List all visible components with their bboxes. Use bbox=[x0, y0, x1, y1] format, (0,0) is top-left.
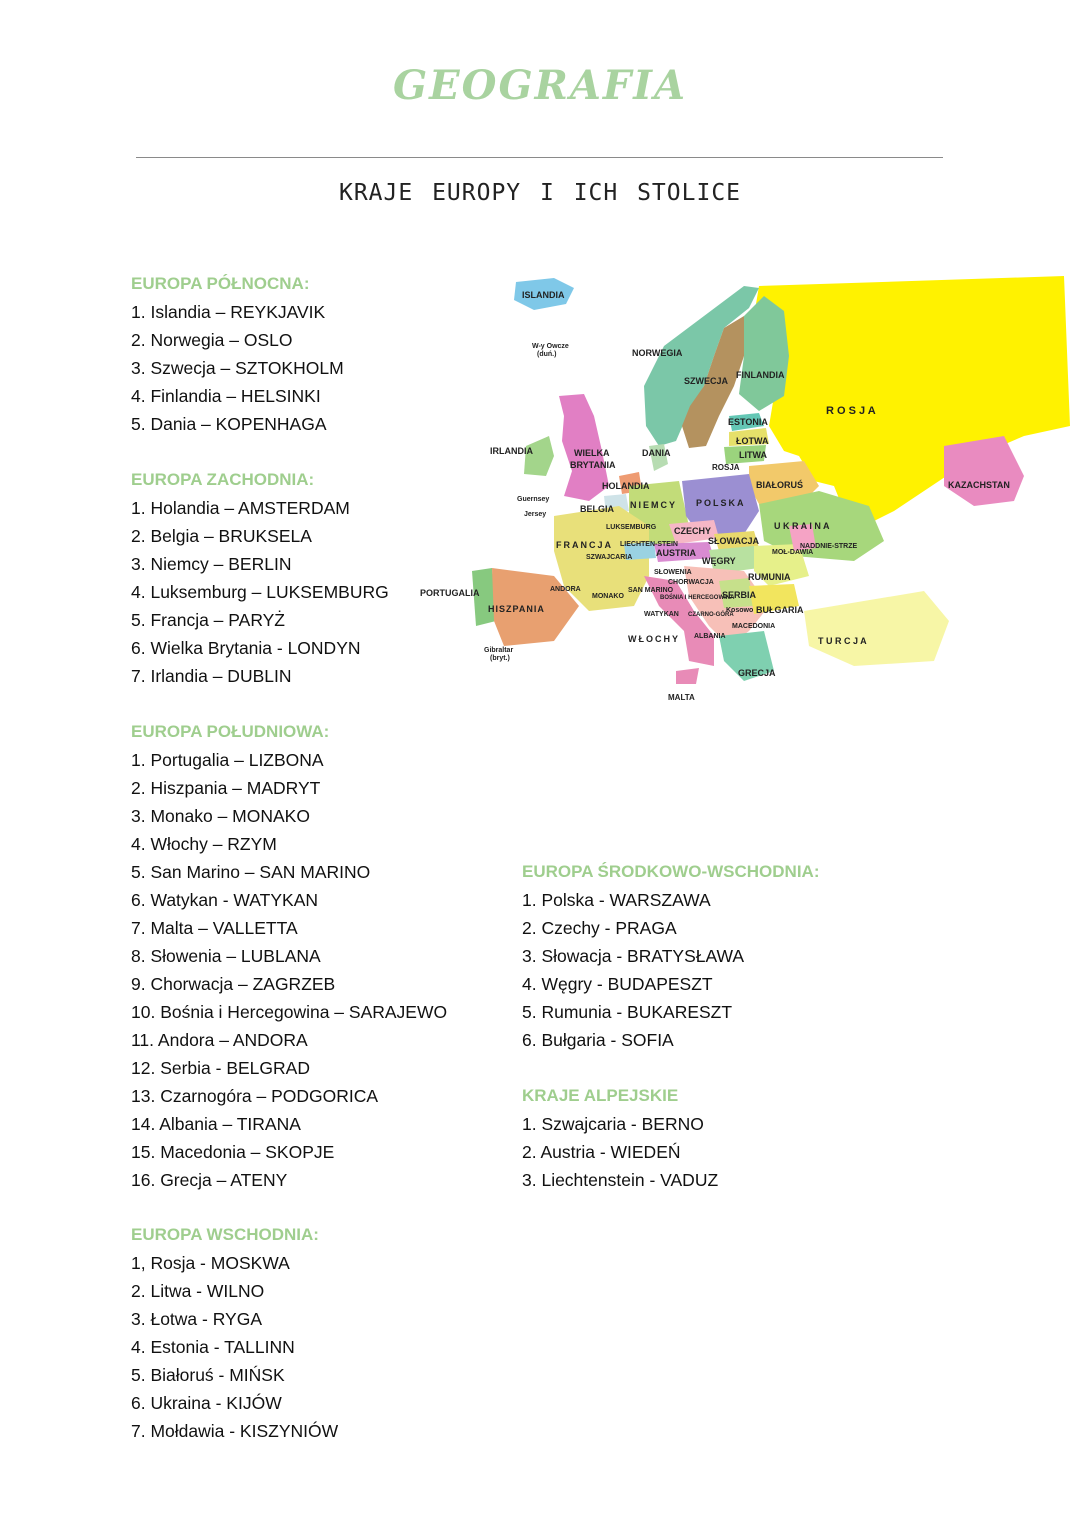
map-label-austria: AUSTRIA bbox=[656, 548, 696, 558]
section-heading: KRAJE ALPEJSKIE bbox=[522, 1086, 679, 1105]
section-central-east bbox=[522, 858, 819, 1054]
country-capital-item: 7. Mołdawia - KISZYNIÓW bbox=[131, 1421, 339, 1441]
country-capital-item: 7. Irlandia – DUBLIN bbox=[131, 666, 292, 686]
map-label-wlochy: WŁOCHY bbox=[628, 634, 680, 644]
map-label-wegry: WĘGRY bbox=[702, 556, 736, 566]
map-label-szwecja: SZWECJA bbox=[684, 376, 729, 386]
map-label-grecja: GRECJA bbox=[738, 668, 776, 678]
map-label-szwajcaria: SZWAJCARIA bbox=[586, 554, 633, 561]
map-label-rosja: R O S J A bbox=[826, 405, 876, 417]
country-capital-item: 2. Hiszpania – MADRYT bbox=[131, 778, 321, 798]
map-label-bosnia: BOŚNIA I HERCEGOWINA bbox=[660, 595, 735, 601]
map-label-hiszpania: HISZPANIA bbox=[488, 604, 545, 614]
map-label-dania: DANIA bbox=[642, 448, 671, 458]
map-label-san-marino: SAN MARINO bbox=[628, 587, 674, 594]
header-divider bbox=[136, 157, 943, 158]
country-capital-item: 7. Malta – VALLETTA bbox=[131, 918, 298, 938]
map-label-irlandia: IRLANDIA bbox=[490, 446, 533, 456]
map-label-turcja: T U R C J A bbox=[818, 636, 867, 646]
country-capital-item: 1. Szwajcaria - BERNO bbox=[522, 1114, 704, 1134]
map-label-holandia: HOLANDIA bbox=[602, 481, 650, 491]
country-capital-item: 2. Austria - WIEDEŃ bbox=[522, 1142, 681, 1162]
country-capital-item: 4. Finlandia – HELSINKI bbox=[131, 386, 321, 406]
map-label-chorwacja: CHORWACJA bbox=[668, 579, 714, 586]
country-capital-item: 3. Liechtenstein - VADUZ bbox=[522, 1170, 719, 1190]
page-subtitle: KRAJE EUROPY I ICH STOLICE bbox=[338, 180, 742, 206]
map-label-kazachstan: KAZACHSTAN bbox=[948, 480, 1010, 490]
map-label-liechtenstein: LIECHTEN-STEIN bbox=[620, 541, 678, 548]
country-capital-item: 3. Słowacja - BRATYSŁAWA bbox=[522, 946, 745, 966]
country-capital-item: 4. Węgry - BUDAPESZT bbox=[522, 974, 713, 994]
country-capital-item: 14. Albania – TIRANA bbox=[131, 1114, 301, 1134]
section-alpine bbox=[522, 1082, 718, 1194]
country-capital-item: 9. Chorwacja – ZAGRZEB bbox=[131, 974, 336, 994]
country-list bbox=[131, 1249, 338, 1445]
country-capital-item: 6. Watykan - WATYKAN bbox=[131, 890, 319, 910]
map-label-slowenia: SŁOWENIA bbox=[654, 569, 692, 576]
map-label-finlandia: FINLANDIA bbox=[736, 370, 785, 380]
section-north bbox=[131, 270, 344, 438]
map-label-rosja-small: ROSJA bbox=[712, 463, 740, 472]
section-heading: EUROPA ŚRODKOWO-WSCHODNIA: bbox=[522, 862, 820, 881]
map-label-estonia: ESTONIA bbox=[728, 417, 768, 427]
map-label-rumunia: RUMUNIA bbox=[748, 572, 791, 582]
country-capital-item: 1. Islandia – REYKJAVIK bbox=[131, 302, 326, 322]
map-label-malta: MALTA bbox=[668, 693, 695, 702]
section-south bbox=[131, 718, 447, 1194]
map-label-bialorus: BIAŁORUŚ bbox=[756, 480, 803, 490]
map-label-bulgaria: BUŁGARIA bbox=[756, 605, 804, 615]
country-capital-item: 4. Estonia - TALLINN bbox=[131, 1337, 295, 1357]
country-list bbox=[131, 746, 447, 1194]
section-east bbox=[131, 1221, 338, 1445]
country-capital-item: 5. Francja – PARYŻ bbox=[131, 610, 285, 630]
map-label-ukraina: U K R A I N A bbox=[774, 521, 830, 531]
map-label-litwa: LITWA bbox=[739, 450, 767, 460]
map-label-niemcy: NIEMCY bbox=[630, 500, 678, 510]
country-capital-item: 2. Norwegia – OSLO bbox=[131, 330, 293, 350]
country-capital-item: 1. Polska - WARSZAWA bbox=[522, 890, 711, 910]
map-label-belgia: BELGIA bbox=[580, 504, 615, 514]
country-capital-item: 4. Luksemburg – LUKSEMBURG bbox=[131, 582, 389, 602]
map-label-kosowo: Kosowo bbox=[726, 607, 754, 614]
country-capital-item: 5. San Marino – SAN MARINO bbox=[131, 862, 371, 882]
country-capital-item: 3. Monako – MONAKO bbox=[131, 806, 310, 826]
map-label-albania: ALBANIA bbox=[694, 633, 726, 640]
country-capital-item: 1, Rosja - MOSKWA bbox=[131, 1253, 290, 1273]
country-capital-item: 5. Rumunia - BUKARESZT bbox=[522, 1002, 733, 1022]
map-label-slowacja: SŁOWACJA bbox=[708, 536, 760, 546]
map-label-jersey: Jersey bbox=[524, 511, 547, 518]
country-capital-item: 4. Włochy – RZYM bbox=[131, 834, 277, 854]
map-label-lotwa: ŁOTWA bbox=[736, 436, 769, 446]
country-capital-item: 11. Andora – ANDORA bbox=[131, 1030, 308, 1050]
section-heading: EUROPA WSCHODNIA: bbox=[131, 1225, 319, 1244]
map-label-andora: ANDORA bbox=[550, 586, 581, 593]
country-capital-item: 13. Czarnogóra – PODGORICA bbox=[131, 1086, 379, 1106]
country-capital-item: 2. Litwa - WILNO bbox=[131, 1281, 265, 1301]
country-list bbox=[522, 1110, 718, 1194]
country-capital-item: 5. Białoruś - MIŃSK bbox=[131, 1365, 285, 1385]
map-label-wielka: WIELKA bbox=[574, 448, 610, 458]
country-capital-item: 10. Bośnia i Hercegowina – SARAJEWO bbox=[131, 1002, 448, 1022]
country-capital-item: 6. Ukraina - KIJÓW bbox=[131, 1393, 282, 1413]
section-heading: EUROPA POŁUDNIOWA: bbox=[131, 722, 330, 741]
section-heading: EUROPA ZACHODNIA: bbox=[131, 470, 315, 489]
map-label-francja: FRANCJA bbox=[556, 540, 614, 550]
map-label-monako: MONAKO bbox=[592, 593, 624, 600]
map-label-moldawia: MOŁ-DAWIA bbox=[772, 549, 814, 556]
country-capital-item: 12. Serbia - BELGRAD bbox=[131, 1058, 310, 1078]
country-capital-item: 6. Bułgaria - SOFIA bbox=[522, 1030, 674, 1050]
country-capital-item: 2. Belgia – BRUKSELA bbox=[131, 526, 312, 546]
country-capital-item: 16. Grecja – ATENY bbox=[131, 1170, 288, 1190]
country-list bbox=[131, 298, 344, 438]
map-label-norwegia: NORWEGIA bbox=[632, 348, 683, 358]
map-label-polska: POLSKA bbox=[696, 498, 746, 508]
map-label-czechy: CZECHY bbox=[674, 526, 712, 536]
map-label-macedonia: MACEDONIA bbox=[732, 623, 776, 630]
country-capital-item: 6. Wielka Brytania - LONDYN bbox=[131, 638, 361, 658]
country-list bbox=[131, 494, 389, 690]
country-capital-item: 1. Portugalia – LIZBONA bbox=[131, 750, 324, 770]
map-label-guernsey: Guernsey bbox=[517, 496, 550, 503]
map-label-czarnogora: CZARNO-GÓRA bbox=[688, 612, 734, 618]
country-capital-item: 8. Słowenia – LUBLANA bbox=[131, 946, 321, 966]
map-label-brytania: BRYTANIA bbox=[570, 460, 616, 470]
page-title: GEOGRAFIA bbox=[392, 62, 688, 109]
europe-map bbox=[414, 276, 1070, 716]
country-capital-item: 2. Czechy - PRAGA bbox=[522, 918, 677, 938]
map-label-portugalia: PORTUGALIA bbox=[420, 588, 480, 598]
country-capital-item: 3. Szwecja – SZTOKHOLM bbox=[131, 358, 344, 378]
section-heading: EUROPA PÓŁNOCNA: bbox=[131, 274, 310, 293]
map-label-gibraltar2: (bryt.) bbox=[490, 655, 510, 662]
country-capital-item: 3. Niemcy – BERLIN bbox=[131, 554, 292, 574]
country-capital-item: 15. Macedonia – SKOPJE bbox=[131, 1142, 335, 1162]
map-label-serbia: SERBIA bbox=[722, 590, 757, 600]
map-label-owcze2: (duń.) bbox=[537, 351, 557, 358]
country-capital-item: 5. Dania – KOPENHAGA bbox=[131, 414, 327, 434]
map-label-islandia: ISLANDIA bbox=[522, 290, 565, 300]
map-label-naddniestrze: NADDNIE-STRZE bbox=[800, 543, 858, 550]
map-label-luksemburg: LUKSEMBURG bbox=[606, 524, 657, 531]
map-label-gibraltar: Gibraltar bbox=[484, 647, 514, 654]
section-west bbox=[131, 466, 389, 690]
country-list bbox=[522, 886, 819, 1054]
map-label-owcze: W-y Owcze bbox=[532, 343, 569, 350]
country-capital-item: 3. Łotwa - RYGA bbox=[131, 1309, 262, 1329]
country-capital-item: 1. Holandia – AMSTERDAM bbox=[131, 498, 350, 518]
map-label-watykan: WATYKAN bbox=[644, 611, 679, 618]
